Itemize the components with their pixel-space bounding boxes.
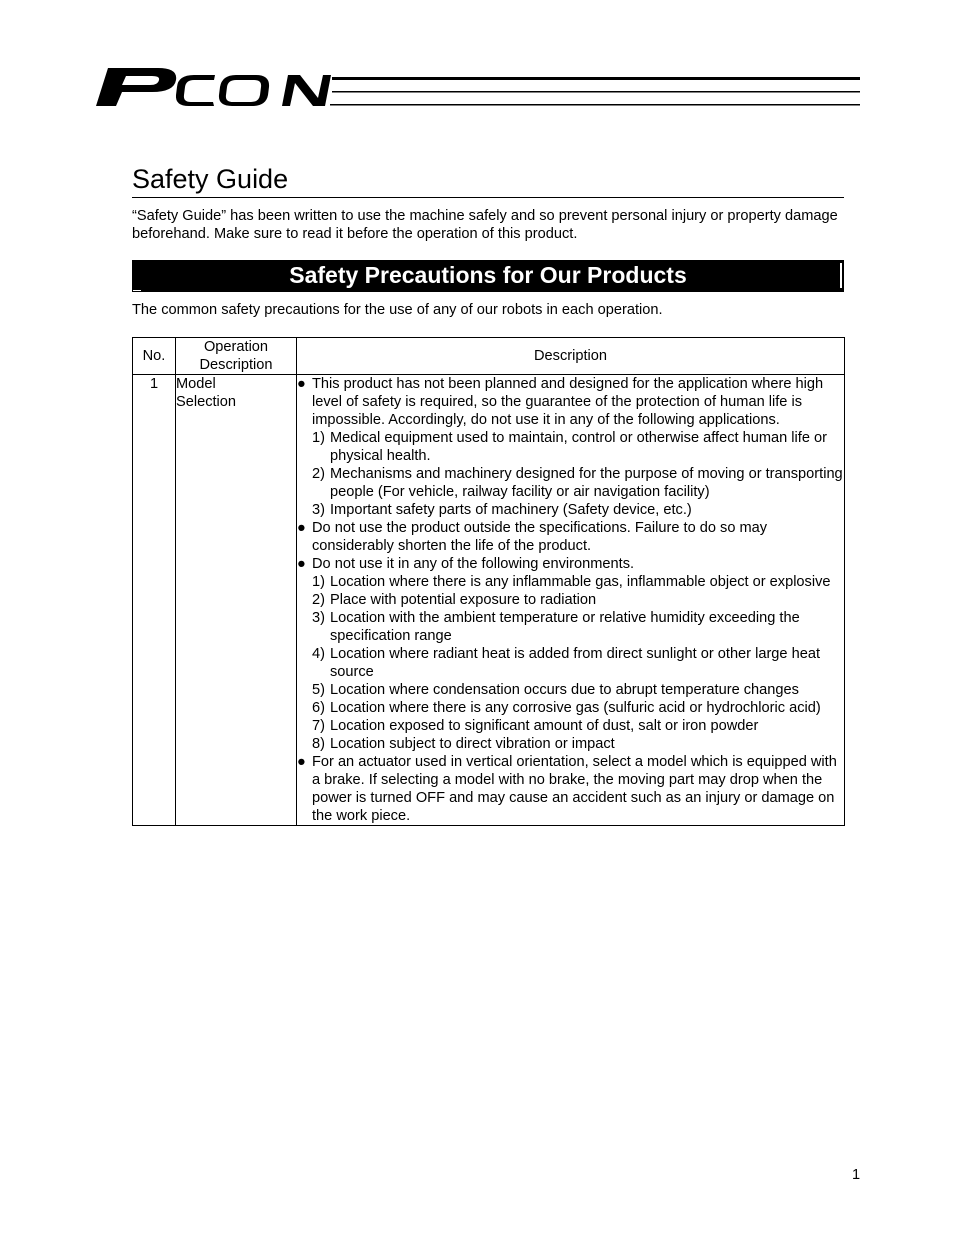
sub-item-number: 6) — [312, 700, 325, 716]
bullet-item — [297, 555, 844, 573]
sub-item-text: Location where there is any corrosive gas (sulfuric acid or hydrochloric acid) — [330, 700, 821, 716]
bullet-item — [297, 753, 844, 825]
sub-item-number: 3) — [312, 502, 325, 518]
header-operation-line2: Description — [199, 357, 273, 373]
header-no: No. — [133, 338, 176, 375]
bullet-dot: ● — [297, 556, 306, 572]
sub-item — [297, 699, 844, 717]
bullet-item — [297, 375, 844, 429]
sub-item-number: 4) — [312, 646, 325, 662]
bullet-dot: ● — [297, 754, 306, 770]
pcon-logo-graphic — [96, 64, 860, 110]
intro-paragraph: “Safety Guide” has been written to use the machine safely and so prevent personal injury or property damage beforehand. Make sure to read it before the operation of this product. — [132, 208, 838, 242]
sub-item — [297, 573, 844, 591]
sub-item — [297, 429, 844, 465]
safety-table — [132, 337, 845, 826]
common-precautions-text: The common safety precautions for the use of any of our robots in each operation. — [132, 302, 663, 318]
sub-item — [297, 465, 844, 501]
row-description — [297, 375, 845, 826]
sub-item-number: 2) — [312, 466, 325, 482]
bullet-dot: ● — [297, 376, 306, 392]
bullet-item — [297, 519, 844, 555]
sub-item-number: 8) — [312, 736, 325, 752]
table-header-row — [133, 338, 845, 375]
sub-item-text: Location exposed to significant amount of dust, salt or iron powder — [330, 718, 759, 734]
header-description: Description — [297, 338, 845, 375]
sub-item-text: Important safety parts of machinery (Safety device, etc.) — [330, 502, 692, 518]
sub-item — [297, 681, 844, 699]
bullet-text: For an actuator used in vertical orientation, select a model which is equipped with a brake. If selecting a model with no brake, the moving part may drop when the power is turned OFF and may cause an accident such as an injury or damage on the work piece. — [312, 754, 837, 824]
pcon-logo — [96, 64, 860, 110]
page-number: 1 — [852, 1167, 861, 1183]
sub-item-text: Mechanisms and machinery designed for the purpose of moving or transporting people (For vehicle, railway facility or air navigation facility) — [330, 466, 843, 500]
bullet-text: Do not use it in any of the following environments. — [312, 556, 635, 572]
bullet-dot: ● — [297, 520, 306, 536]
sub-item — [297, 717, 844, 735]
sub-item — [297, 645, 844, 681]
sub-item-number: 2) — [312, 592, 325, 608]
banner-title: Safety Precautions for Our Products — [289, 262, 687, 288]
sub-item-text: Location where there is any inflammable gas, inflammable object or explosive — [330, 574, 831, 590]
sub-item-number: 1) — [312, 574, 325, 590]
header-operation — [176, 338, 297, 375]
sub-item-number: 3) — [312, 610, 325, 626]
sub-item — [297, 735, 844, 753]
section-banner — [132, 260, 844, 292]
header-operation-line1: Operation — [203, 339, 269, 355]
bullet-text: Do not use the product outside the specifications. Failure to do so may considerably shorten the life of the product. — [312, 520, 768, 554]
sub-item — [297, 591, 844, 609]
sub-item-text: Location with the ambient temperature or relative humidity exceeding the specification range — [330, 610, 800, 644]
row-operation-line1: Model — [176, 376, 216, 392]
row-number: 1 — [133, 375, 176, 826]
sub-item — [297, 609, 844, 645]
page-title: Safety Guide — [132, 162, 844, 198]
sub-item-number: 5) — [312, 682, 325, 698]
bullet-text: This product has not been planned and designed for the application where high level of safety is required, so the guarantee of the protection of human life is impossible. Accordingly, do not use it in any of the following applications. — [312, 376, 824, 428]
sub-item-text: Location subject to direct vibration or impact — [330, 736, 615, 752]
row-operation-line2: Selection — [176, 394, 237, 410]
sub-item — [297, 501, 844, 519]
banner-corner-mark — [133, 290, 141, 291]
row-operation — [176, 375, 297, 826]
sub-item-text: Place with potential exposure to radiation — [330, 592, 597, 608]
table-row — [133, 375, 845, 826]
sub-item-number: 1) — [312, 430, 325, 446]
sub-item-text: Medical equipment used to maintain, control or otherwise affect human life or physical health. — [330, 430, 827, 464]
sub-item-text: Location where radiant heat is added from direct sunlight or other large heat source — [330, 646, 820, 680]
banner-edge-mark — [840, 263, 842, 288]
sub-item-text: Location where condensation occurs due to abrupt temperature changes — [330, 682, 799, 698]
sub-item-number: 7) — [312, 718, 325, 734]
